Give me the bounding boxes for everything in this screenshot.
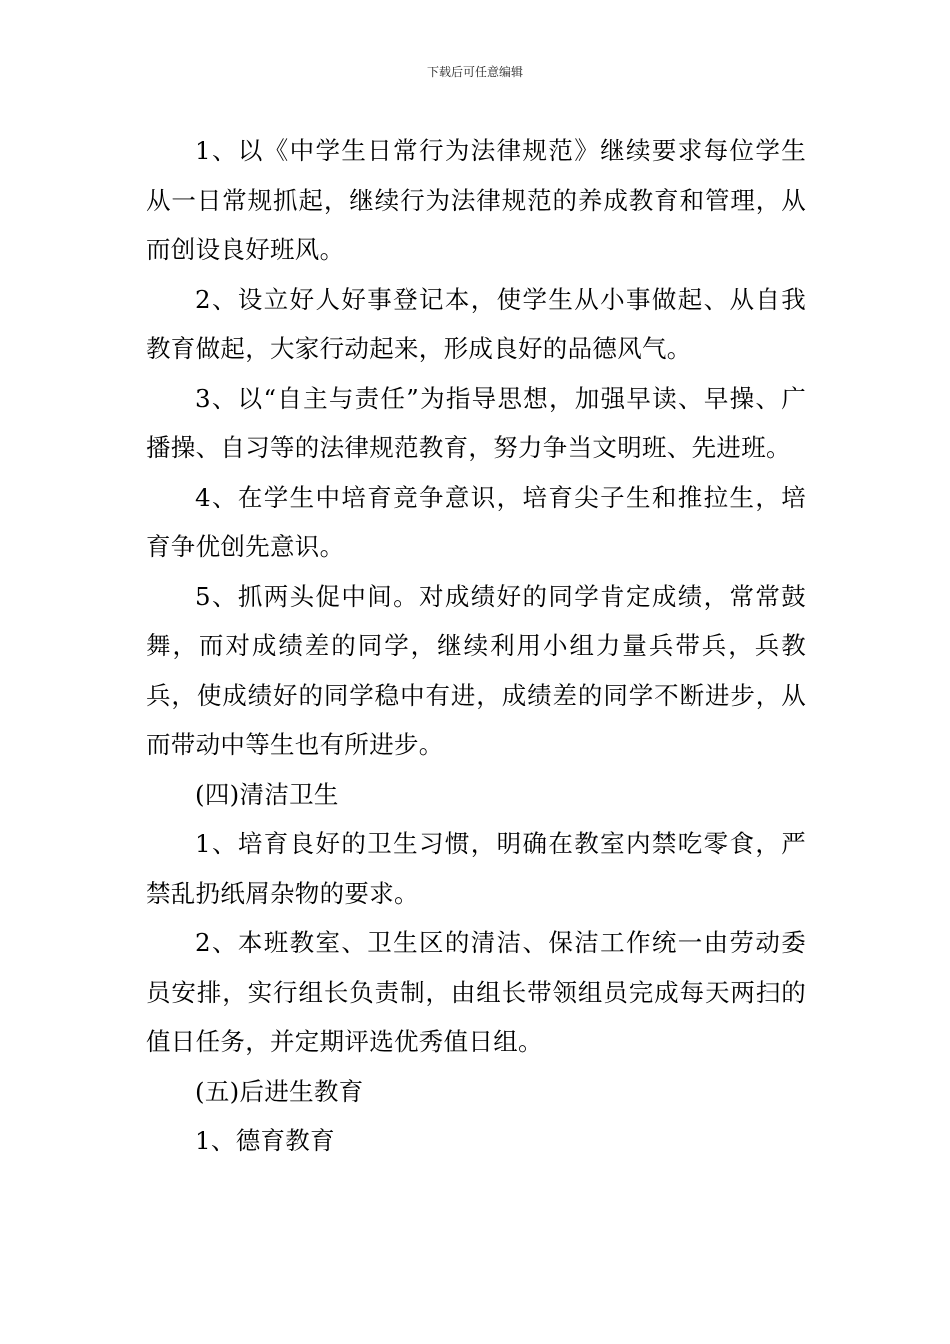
paragraph-hygiene-habits: 1、培育良好的卫生习惯，明确在教室内禁吃零食，严禁乱扔纸屑杂物的要求。 [146, 829, 806, 908]
document-body [146, 126, 806, 1166]
paragraph-behavior-norms: 1、以《中学生日常行为法律规范》继续要求每位学生从一日常规抓起，继续行为法律规范的养成教育和管理，从而创设良好班风。 [146, 136, 806, 264]
paragraph-cleaning-duty: 2、本班教室、卫生区的清洁、保洁工作统一由劳动委员安排，实行组长负责制，由组长带领组员完成每天两扫的值日任务，并定期评选优秀值日组。 [146, 928, 806, 1056]
paragraph-good-deeds-record: 2、设立好人好事登记本，使学生从小事做起、从自我教育做起，大家行动起来，形成良好的品德风气。 [146, 284, 806, 363]
section-heading-cleanliness: (四)清洁卫生 [195, 779, 339, 809]
section-heading-underachiever-education: (五)后进生教育 [195, 1076, 364, 1106]
paragraph-grasp-both-ends: 5、抓两头促中间。对成绩好的同学肯定成绩，常常鼓舞，而对成绩差的同学，继续利用小组力量兵带兵，兵教兵，使成绩好的同学稳中有进，成绩差的同学不断进步，从而带动中等生也有所进步。 [146, 581, 806, 759]
paragraph-competition-awareness: 4、在学生中培育竞争意识，培育尖子生和推拉生，培育争优创先意识。 [146, 482, 806, 561]
paragraph-autonomy-responsibility: 3、以“自主与责任”为指导思想，加强早读、早操、广播操、自习等的法律规范教育，努力争当文明班、先进班。 [146, 383, 806, 462]
page-header: 下载后可任意编辑 [426, 65, 523, 79]
paragraph-moral-education: 1、德育教育 [195, 1126, 335, 1155]
